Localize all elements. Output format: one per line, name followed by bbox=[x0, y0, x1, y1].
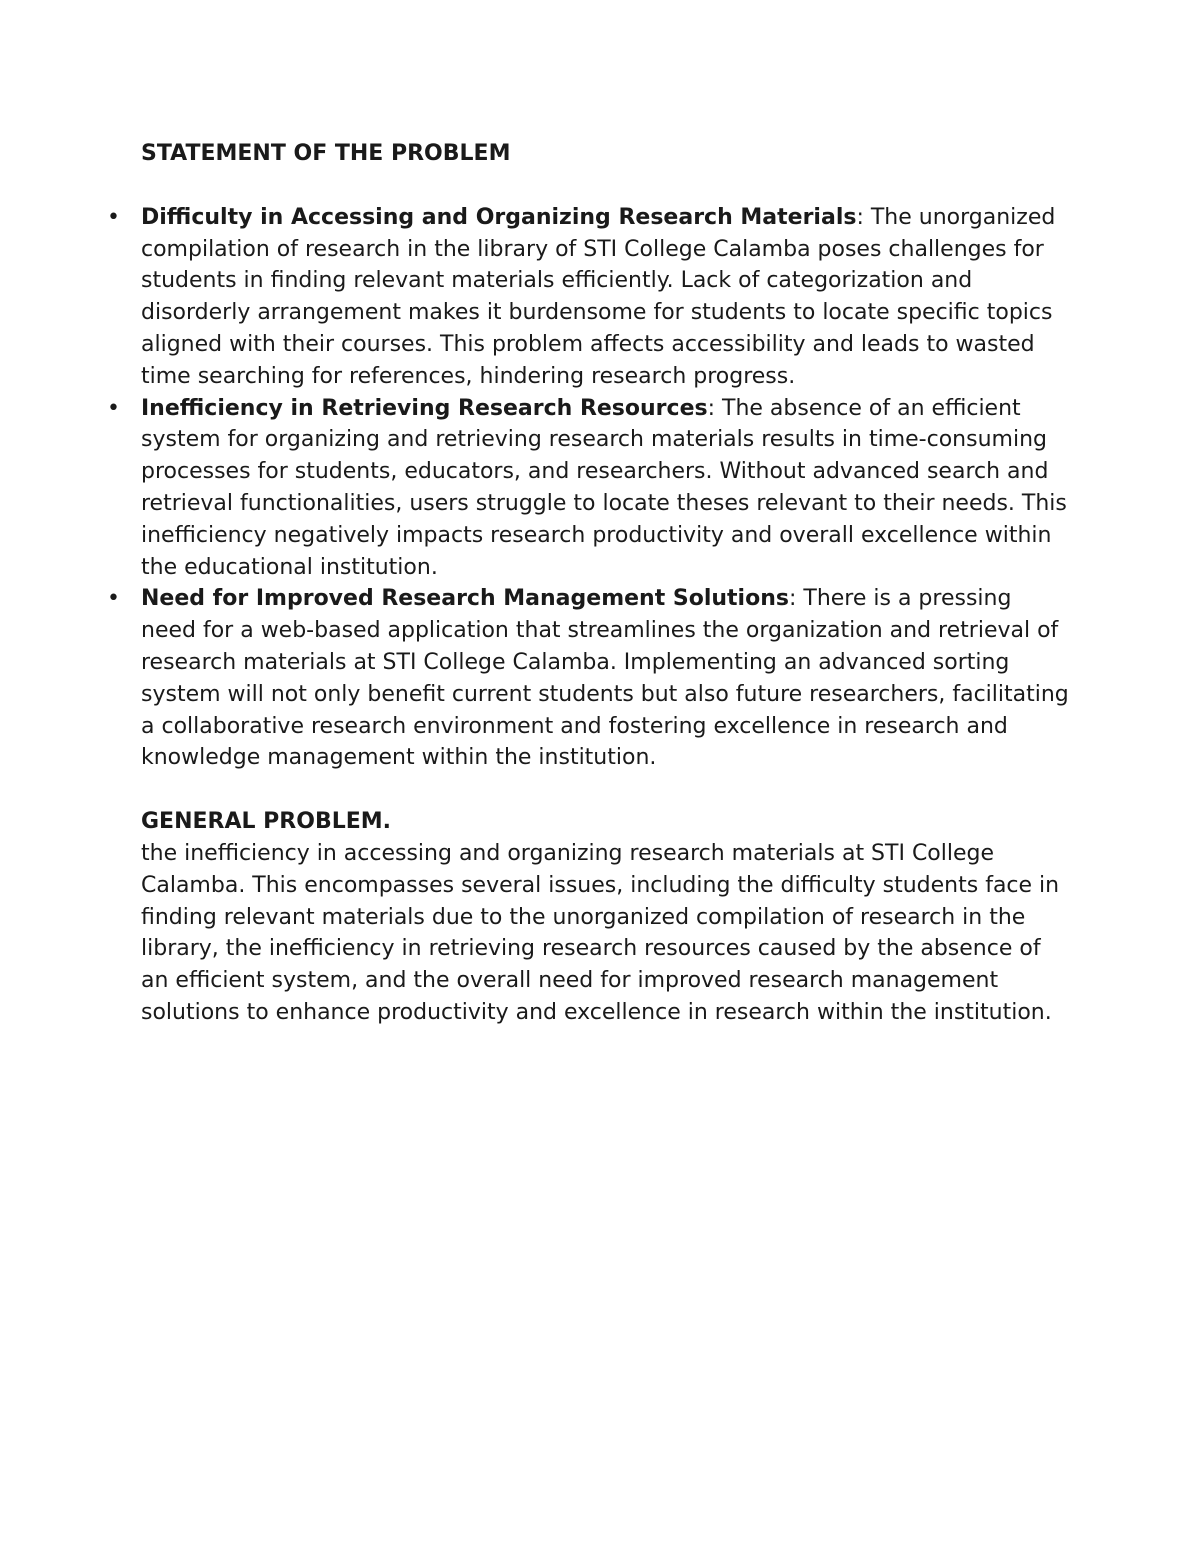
problem-body: The unorganized compilation of research in the library of STI College Calamba poses challenges for students in finding relevant materials efficiently. Lack of categorization and disorderly arrangement makes it burdensome for students to locate specific topics aligned with their courses. This problem affects accessibility and leads to wasted time searching for references, hindering research progress. bbox=[141, 204, 1056, 389]
problem-title: Difficulty in Accessing and Organizing Research Materials bbox=[141, 204, 857, 230]
problem-separator: : bbox=[788, 586, 804, 612]
problem-list bbox=[107, 202, 1071, 774]
bullet-icon: • bbox=[107, 204, 120, 230]
bullet-icon: • bbox=[107, 395, 120, 421]
general-problem-heading: GENERAL PROBLEM. bbox=[141, 809, 392, 835]
problem-body: The absence of an efficient system for organizing and retrieving research materials results in time-consuming processes for students, educators, and researchers. Without advanced search and retrieval functionalities, users struggle to locate theses relevant to their needs. This inefficiency negatively impacts research productivity and overall excellence within the educational institution. bbox=[141, 395, 1067, 580]
document-content bbox=[107, 138, 1071, 1029]
statement-heading: STATEMENT OF THE PROBLEM bbox=[141, 141, 511, 166]
list-item bbox=[107, 393, 1071, 584]
problem-title: Inefficiency in Retrieving Research Resources bbox=[141, 395, 708, 421]
problem-separator: : bbox=[856, 204, 871, 230]
general-problem-body: the inefficiency in accessing and organizing research materials at STI College Calamba. This encompasses several issues, including the difficulty students face in finding relevant materials due to the unorganized compilation of research in the library, the inefficiency in retrieving research resources caused by the absence of an efficient system, and the overall need for improved research management solutions to enhance productivity and excellence in research within the institution. bbox=[141, 840, 1060, 1025]
section-spacer bbox=[141, 774, 1071, 806]
problem-title: Need for Improved Research Management Solutions bbox=[141, 586, 789, 612]
list-item bbox=[107, 202, 1071, 393]
problem-separator: : bbox=[707, 395, 722, 421]
problem-body: There is a pressing need for a web-based application that streamlines the organization and retrieval of research materials at STI College Calamba. Implementing an advanced sorting system will not only benefit current students but also future researchers, facilitating a collaborative research environment and fostering excellence in research and knowledge management within the institution. bbox=[141, 586, 1069, 771]
list-item bbox=[107, 583, 1071, 774]
bullet-icon: • bbox=[107, 586, 120, 612]
